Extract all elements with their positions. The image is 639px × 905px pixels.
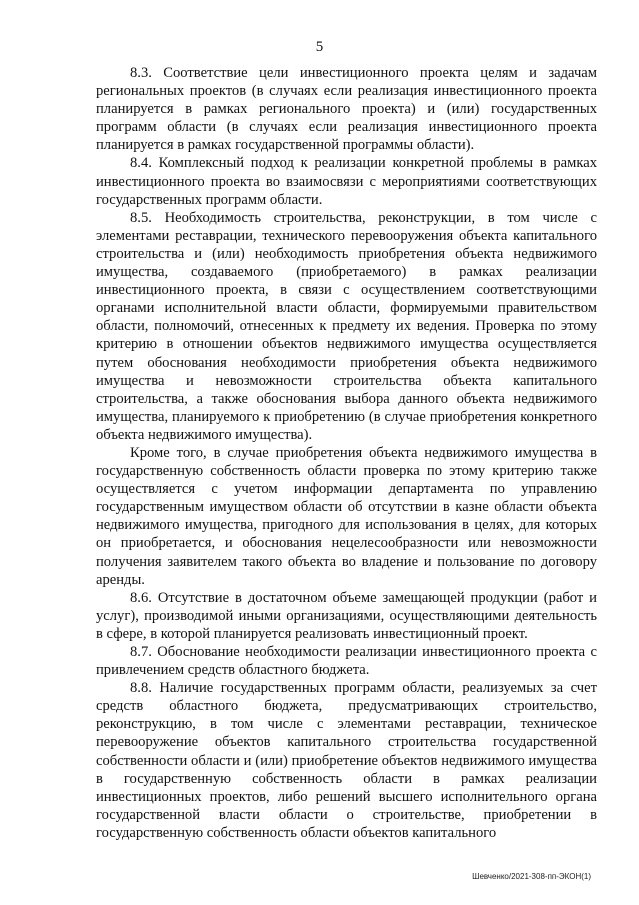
paragraph-8-6: 8.6. Отсутствие в достаточном объеме замещающей продукции (работ и услуг), производимой иными организациями, осуществляющими деятельность в сфере, в которой планируется реализовать инвестиционный проект. — [96, 589, 597, 642]
document-body — [96, 64, 597, 842]
footer-document-code: Шевченко/2021-308-пп-ЭКОН(1) — [472, 872, 591, 881]
paragraph-8-5: 8.5. Необходимость строительства, реконструкции, в том числе с элементами реставрации, технического перевооружения объекта капитального строительства и (или) необходимость приобретения объекта недвижимого имущества, создаваемого (приобретаемого) в рамках реализации инвестиционного проекта, в связи с осуществлением соответствующими органами исполнительной власти области, формируемыми правительством области, полномочий, отнесенных к предмету их ведения. Проверка по этому критерию в отношении объектов недвижимого имущества осуществляется путем обоснования необходимости приобретения объекта недвижимого имущества и невозможности строительства объекта капитального строительства, а также обоснования выбора данного объекта недвижимого имущества, планируемого к приобретению (в случае приобретения конкретного объекта недвижимого имущества). — [96, 209, 597, 443]
paragraph-8-5-continuation: Кроме того, в случае приобретения объекта недвижимого имущества в государственную собственность области проверка по этому критерию также осуществляется с учетом информации департамента по управлению государственным имуществом области об отсутствии в казне области объекта недвижимого имущества, пригодного для использования в целях, для которых он приобретается, и обоснования нецелесообразности или невозможности получения заявителем такого объекта во владение и пользование по договору аренды. — [96, 444, 597, 588]
paragraph-8-3: 8.3. Соответствие цели инвестиционного проекта целям и задачам региональных проектов (в случаях если реализация инвестиционного проекта планируется в рамках регионального проекта) и (или) государственных программ области (в случаях если реализация инвестиционного проекта планируется в рамках государственной программы области). — [96, 65, 597, 154]
paragraph-8-8: 8.8. Наличие государственных программ области, реализуемых за счет средств областного бюджета, предусматривающих строительство, реконструкцию, в том числе с элементами реставрации, техническое перевооружение объектов капитального строительства государственной собственности области и (или) приобретение объектов недвижимого имущества в государственную собственность области в рамках реализации инвестиционных проектов, либо решений высшего исполнительного органа государственной власти области о строительстве, приобретении в государственную собственность области объектов капитального — [96, 680, 597, 841]
paragraph-8-4: 8.4. Комплексный подход к реализации конкретной проблемы в рамках инвестиционного проекта во взаимосвязи с мероприятиями соответствующих государственных программ области. — [96, 155, 597, 208]
paragraph-8-7: 8.7. Обоснование необходимости реализации инвестиционного проекта с привлечением средств областного бюджета. — [96, 644, 597, 679]
page-number: 5 — [315, 39, 324, 55]
